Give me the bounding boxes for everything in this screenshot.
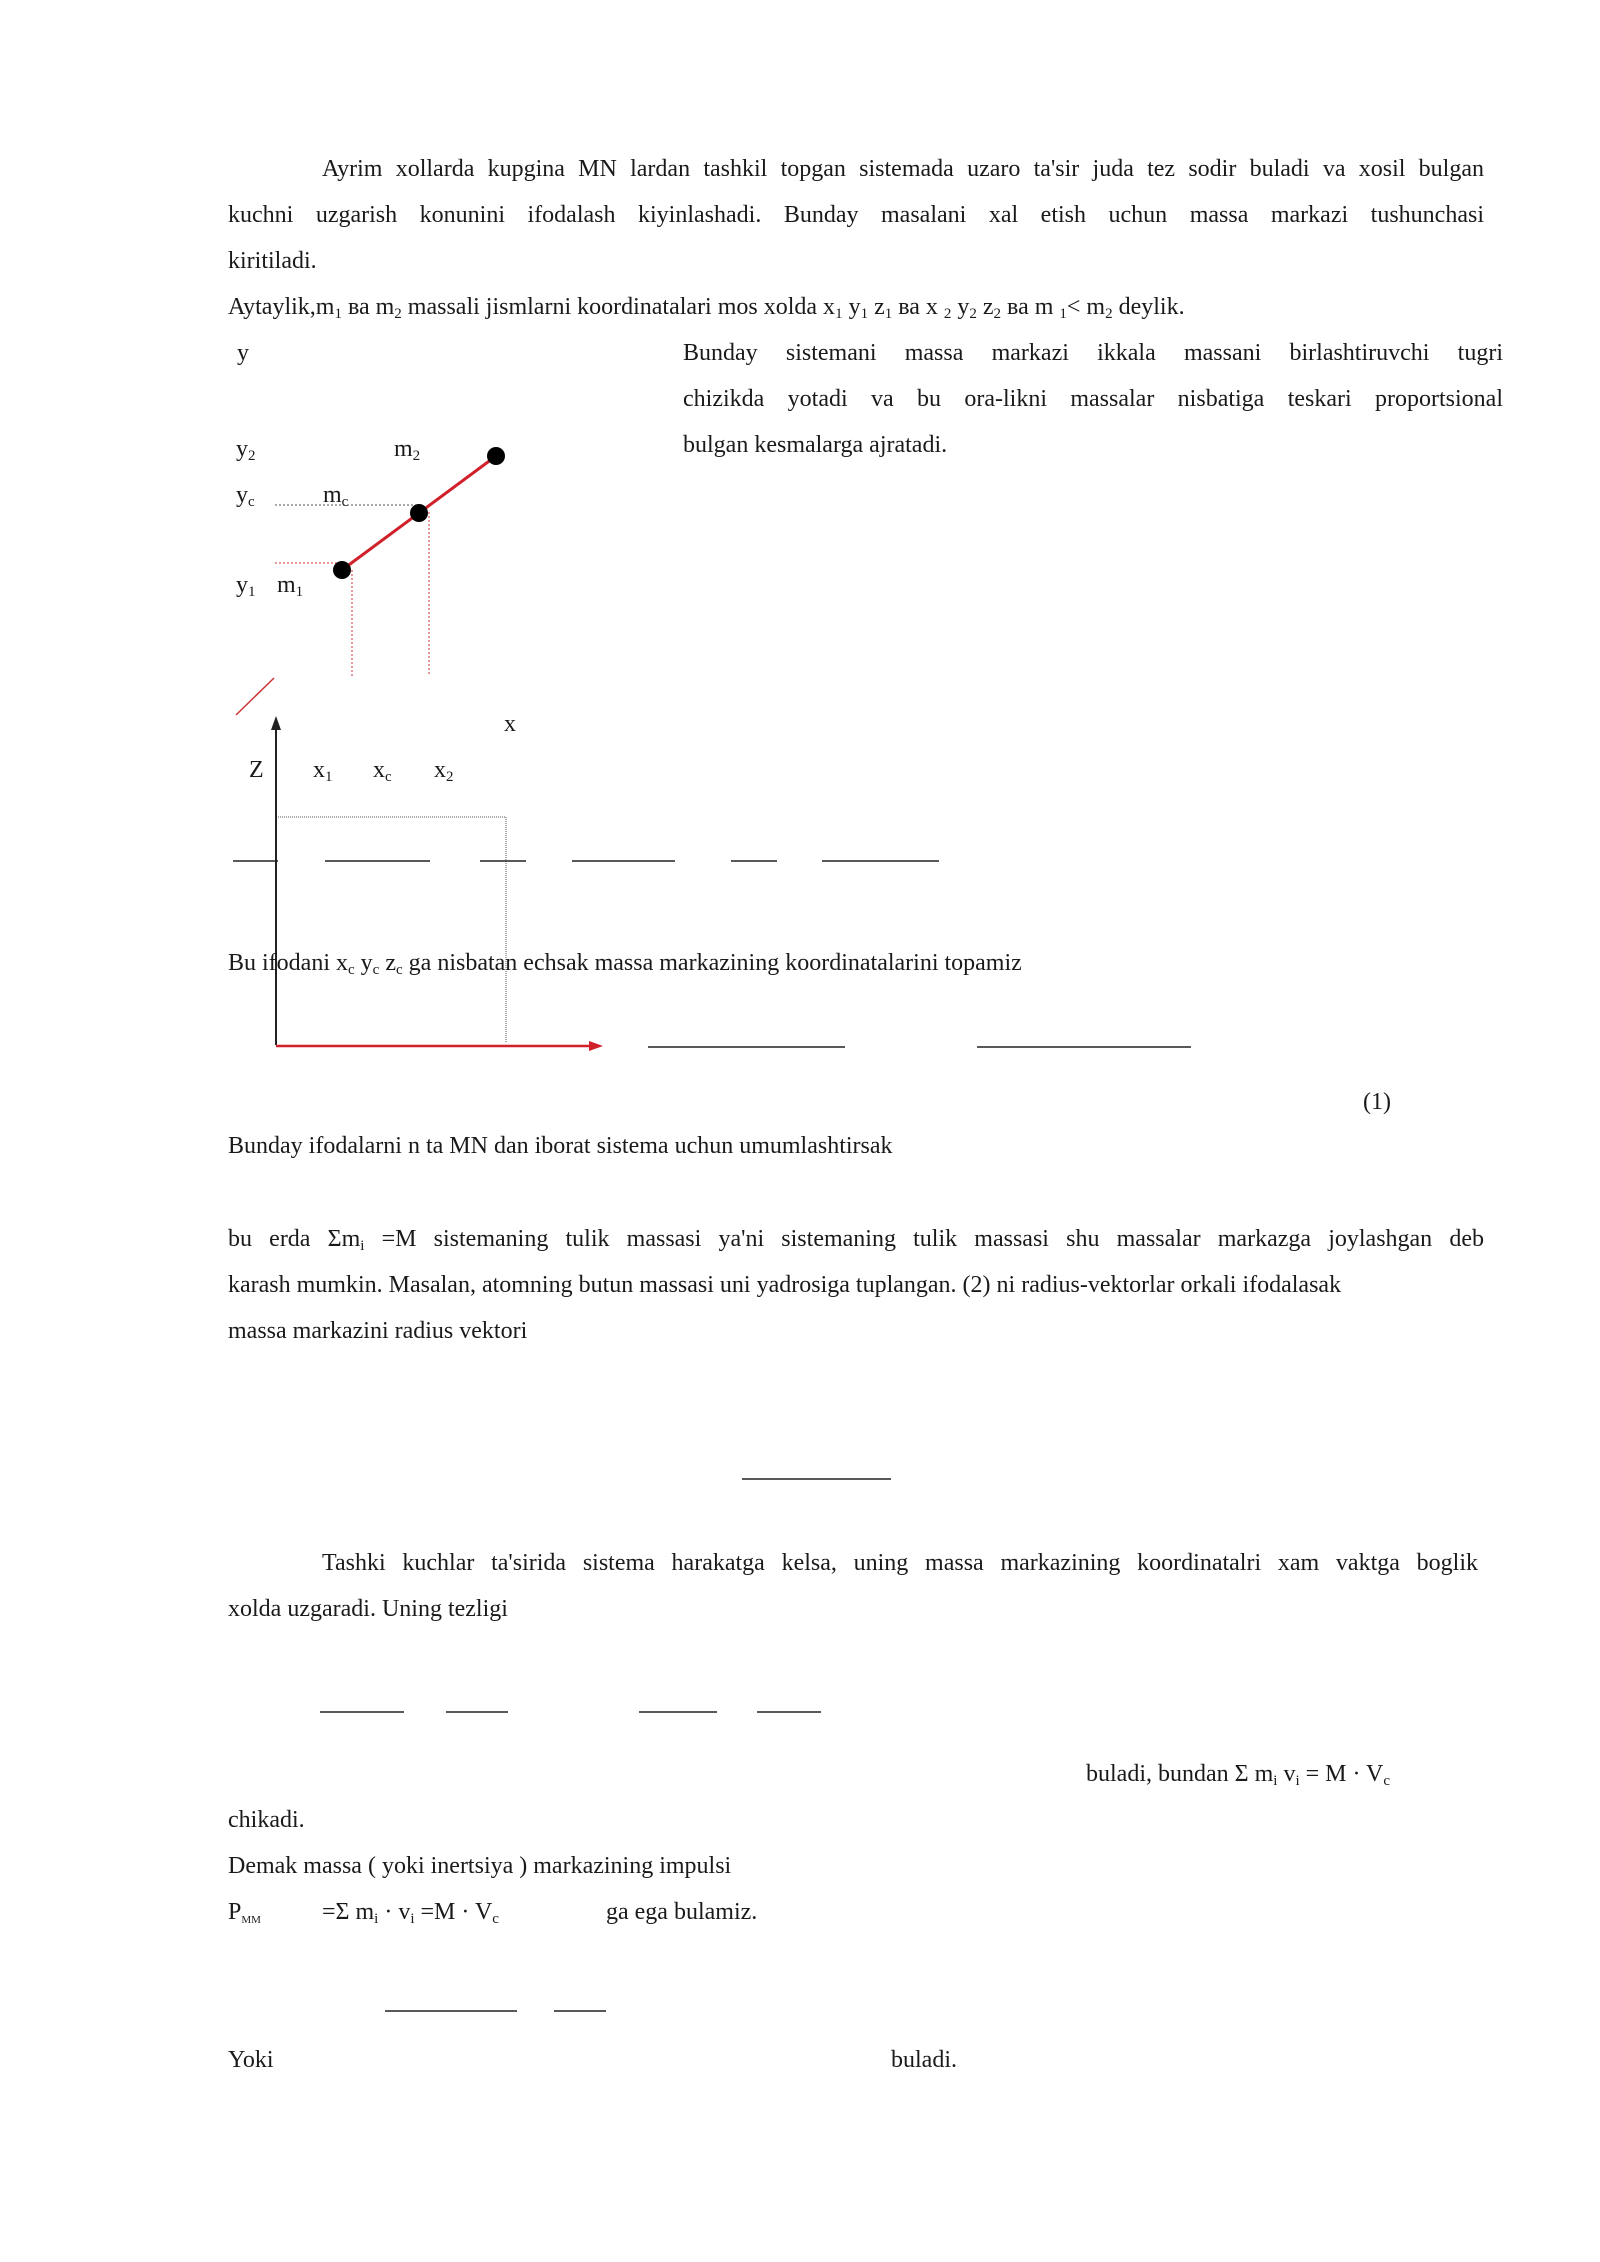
y1-label: $y_1$ <box>236 572 256 600</box>
mc-label: $m_c$ <box>323 482 349 510</box>
intro-line-3: kiritiladi. <box>228 248 317 274</box>
equation-number: (1) <box>1363 1089 1391 1115</box>
total-mass-line-3: massa markazini radius vektori <box>228 1318 528 1344</box>
total-mass-line-1: bu erda $\Sigma m_i =M$ sistemaning tulik massasi ya'ni sistemaning tulik massasi shu massalar markazga joylashgan deb <box>228 1226 1485 1254</box>
impulse-tail: ga ega bulamiz. <box>606 1899 758 1925</box>
horizontal-axis-arrow <box>589 1041 603 1051</box>
impulse-formula: =Σ $m_i \cdot v_i =M \cdot V_c$ <box>322 1899 499 1927</box>
external-forces-line-2: xolda uzgaradi. Uning tezligi <box>228 1596 508 1622</box>
m1-dot <box>333 561 351 579</box>
buladi-end-text: buladi. <box>891 2047 957 2073</box>
x-axis-label: x <box>504 711 516 737</box>
demak-line: Demak massa ( yoki inertsiya ) markazining impulsi <box>228 1853 732 1879</box>
z-axis-label: Z <box>249 757 264 783</box>
total-mass-line-2: karash mumkin. Masalan, atomning butun massasi uni yadrosiga tuplangan. (2) ni radius-vektorlar orkali ifodalasak <box>228 1272 1342 1298</box>
intro-line-2: kuchni uzgarish konunini ifodalash kiyinlashadi. Bunday masalani xal etish uchun massa markazi tushunchasi <box>228 202 1484 228</box>
side-text-line-1: Bunday sistemani massa markazi ikkala massani birlashtiruvchi tugri <box>683 340 1503 366</box>
chikadi-text: chikadi. <box>228 1807 305 1833</box>
side-text-line-3: bulgan kesmalarga ajratadi. <box>683 432 948 458</box>
y-axis-label: y <box>237 340 249 366</box>
side-text-line-2: chizikda yotadi va bu ora-likni massalar nisbatiga teskari proportsional <box>683 386 1503 412</box>
m2-label: $m_2$ <box>394 436 421 464</box>
vertical-axis-arrow <box>271 716 281 730</box>
general-line: Bunday ifodalarni n ta MN dan iborat sistema uchun umumlashtirsak <box>228 1133 893 1159</box>
mc-dot <box>410 504 428 522</box>
intro-line-1: Ayrim xollarda kupgina MN lardan tashkil topgan sistemada uzaro ta'sir juda tez sodir buladi va xosil bulgan <box>322 156 1484 182</box>
impulse-p-label: $P_{ММ}$ <box>228 1899 261 1926</box>
coordinates-line: Bu ifodani $x_c$ $y_c$ $z_c$ ga nisbatan echsak massa markazining koordinatalarini topamiz <box>228 950 1022 978</box>
yc-label: $y_c$ <box>236 482 255 510</box>
yoki-text: Yoki <box>228 2047 274 2073</box>
z-axis-stub <box>236 678 274 715</box>
momentum-sum-line: buladi, bundan Σ $m_i$ $v_i = M \cdot V_c$ <box>1086 1761 1391 1789</box>
y2-label: $y_2$ <box>236 436 256 464</box>
external-forces-line-1: Tashki kuchlar ta'sirida sistema harakatga kelsa, uning massa markazining koordinatalri xam vaktga boglik <box>322 1550 1478 1576</box>
m1-label: $m_1$ <box>277 572 304 600</box>
xc-label: $x_c$ <box>373 757 392 785</box>
x1-label: $x_1$ <box>313 757 333 785</box>
x2-label: $x_2$ <box>434 757 454 785</box>
m2-dot <box>487 447 505 465</box>
masses-line: $Aytaylik,m_1$ ва $m_2$ massali jismlarni koordinatalari mos xolda $x_1$ $y_1$ $z_1$ ва x $_2$ $y_2$ $z_2$ ва m $_1< m_2$ deylik. <box>228 294 1185 322</box>
